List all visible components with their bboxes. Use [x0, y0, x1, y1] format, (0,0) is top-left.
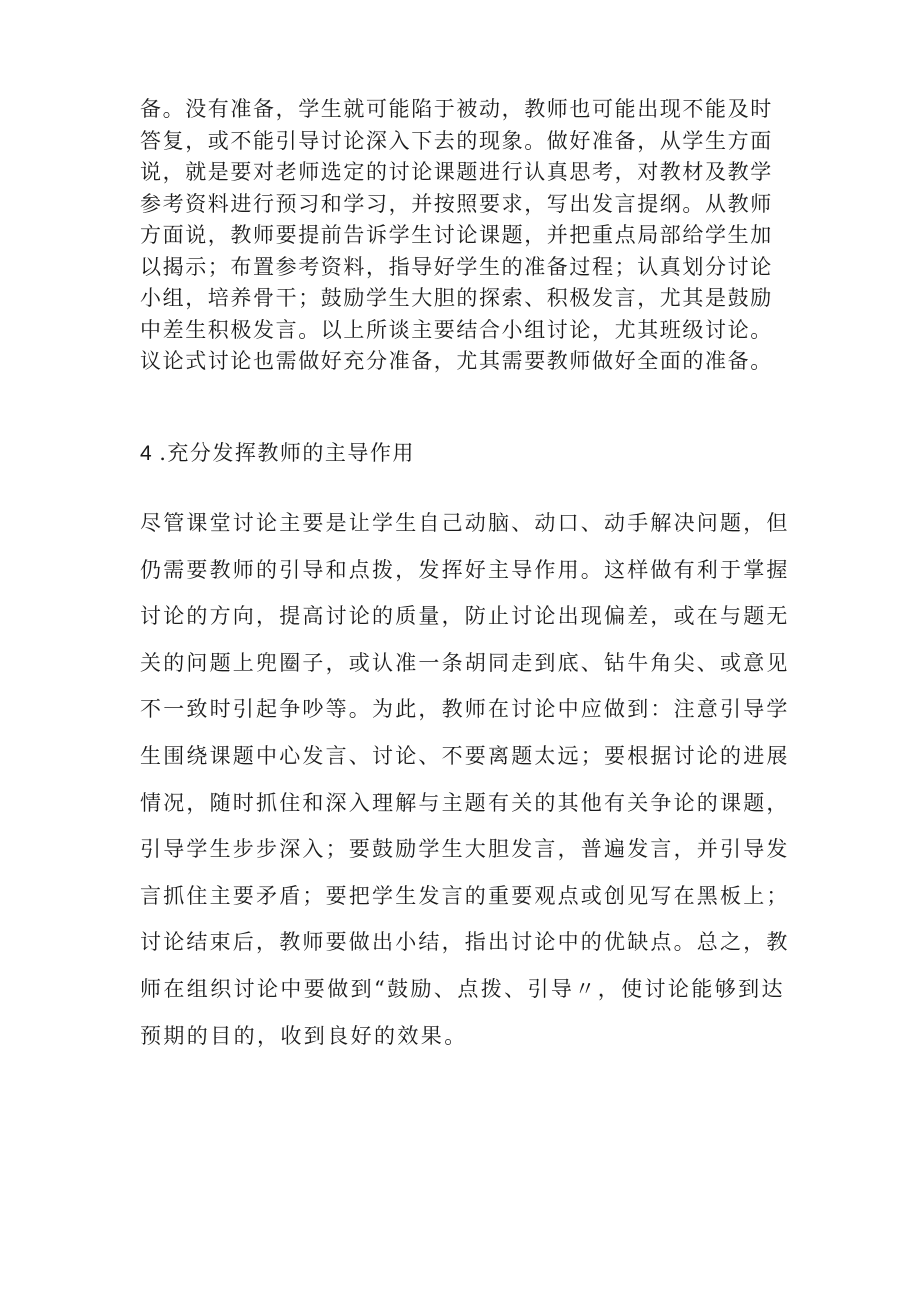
- section-number: 4: [140, 442, 154, 465]
- section-title: .充分发挥教师的主导作用: [159, 441, 415, 465]
- paragraph-line: 生围绕课题中心发言、讨论、不要离题太远；要根据讨论的进展: [140, 743, 790, 768]
- paragraph-line: 预期的目的，收到良好的效果。: [140, 1023, 468, 1048]
- paragraph-line: 关的问题上兜圈子，或认准一条胡同走到底、钻牛角尖、或意见: [140, 650, 790, 675]
- paragraph-line: 参考资料进行预习和学习，并按照要求，写出发言提纲。从教师: [140, 191, 773, 216]
- paragraph-line: 仍需要教师的引导和点拨，发挥好主导作用。这样做有利于掌握: [140, 557, 790, 582]
- paragraph-preparation: [140, 94, 790, 378]
- paragraph-line: 方面说，教师要提前告诉学生讨论课题，并把重点局部给学生加: [140, 223, 773, 247]
- paragraph-line: 中差生积极发言。以上所谈主要结合小组讨论，尤其班级讨论。: [140, 317, 773, 342]
- paragraph-line: 言抓住主要矛盾；要把学生发言的重要观点或创见写在黑板上；: [140, 883, 790, 908]
- paragraph-line: 答复，或不能引导讨论深入下去的现象。做好准备，从学生方面: [140, 128, 773, 153]
- paragraph-line: 讨论的方向，提高讨论的质量，防止讨论出现偏差，或在与题无: [140, 604, 790, 629]
- paragraph-line: 议论式讨论也需做好充分准备，尤其需要教师做好全面的准备。: [140, 349, 773, 373]
- paragraph-teacher-role: [140, 500, 790, 1059]
- section-heading: [140, 438, 415, 469]
- paragraph-line: 讨论结束后，教师要做出小结，指出讨论中的优缺点。总之，教: [140, 930, 790, 955]
- paragraph-line: 说，就是要对老师选定的讨论课题进行认真思考，对教材及教学: [140, 160, 773, 184]
- paragraph-line: 不一致时引起争吵等。为此，教师在讨论中应做到：注意引导学: [140, 697, 790, 722]
- paragraph-line: 引导学生步步深入；要鼓励学生大胆发言，普遍发言，并引导发: [140, 837, 790, 862]
- paragraph-line: 情况，随时抓住和深入理解与主题有关的其他有关争论的课题，: [140, 790, 790, 815]
- paragraph-line: 师在组织讨论中要做到“鼓励、点拨、引导〃，使讨论能够到达: [140, 976, 785, 1001]
- paragraph-line: 小组，培养骨干；鼓励学生大胆的探索、积极发言，尤其是鼓励: [140, 286, 773, 310]
- paragraph-line: 尽管课堂讨论主要是让学生自己动脑、动口、动手解决问题，但: [140, 511, 790, 535]
- paragraph-line: 以揭示；布置参考资料，指导好学生的准备过程；认真划分讨论: [140, 254, 773, 279]
- paragraph-line: 备。没有准备，学生就可能陷于被动，教师也可能出现不能及时: [140, 97, 773, 121]
